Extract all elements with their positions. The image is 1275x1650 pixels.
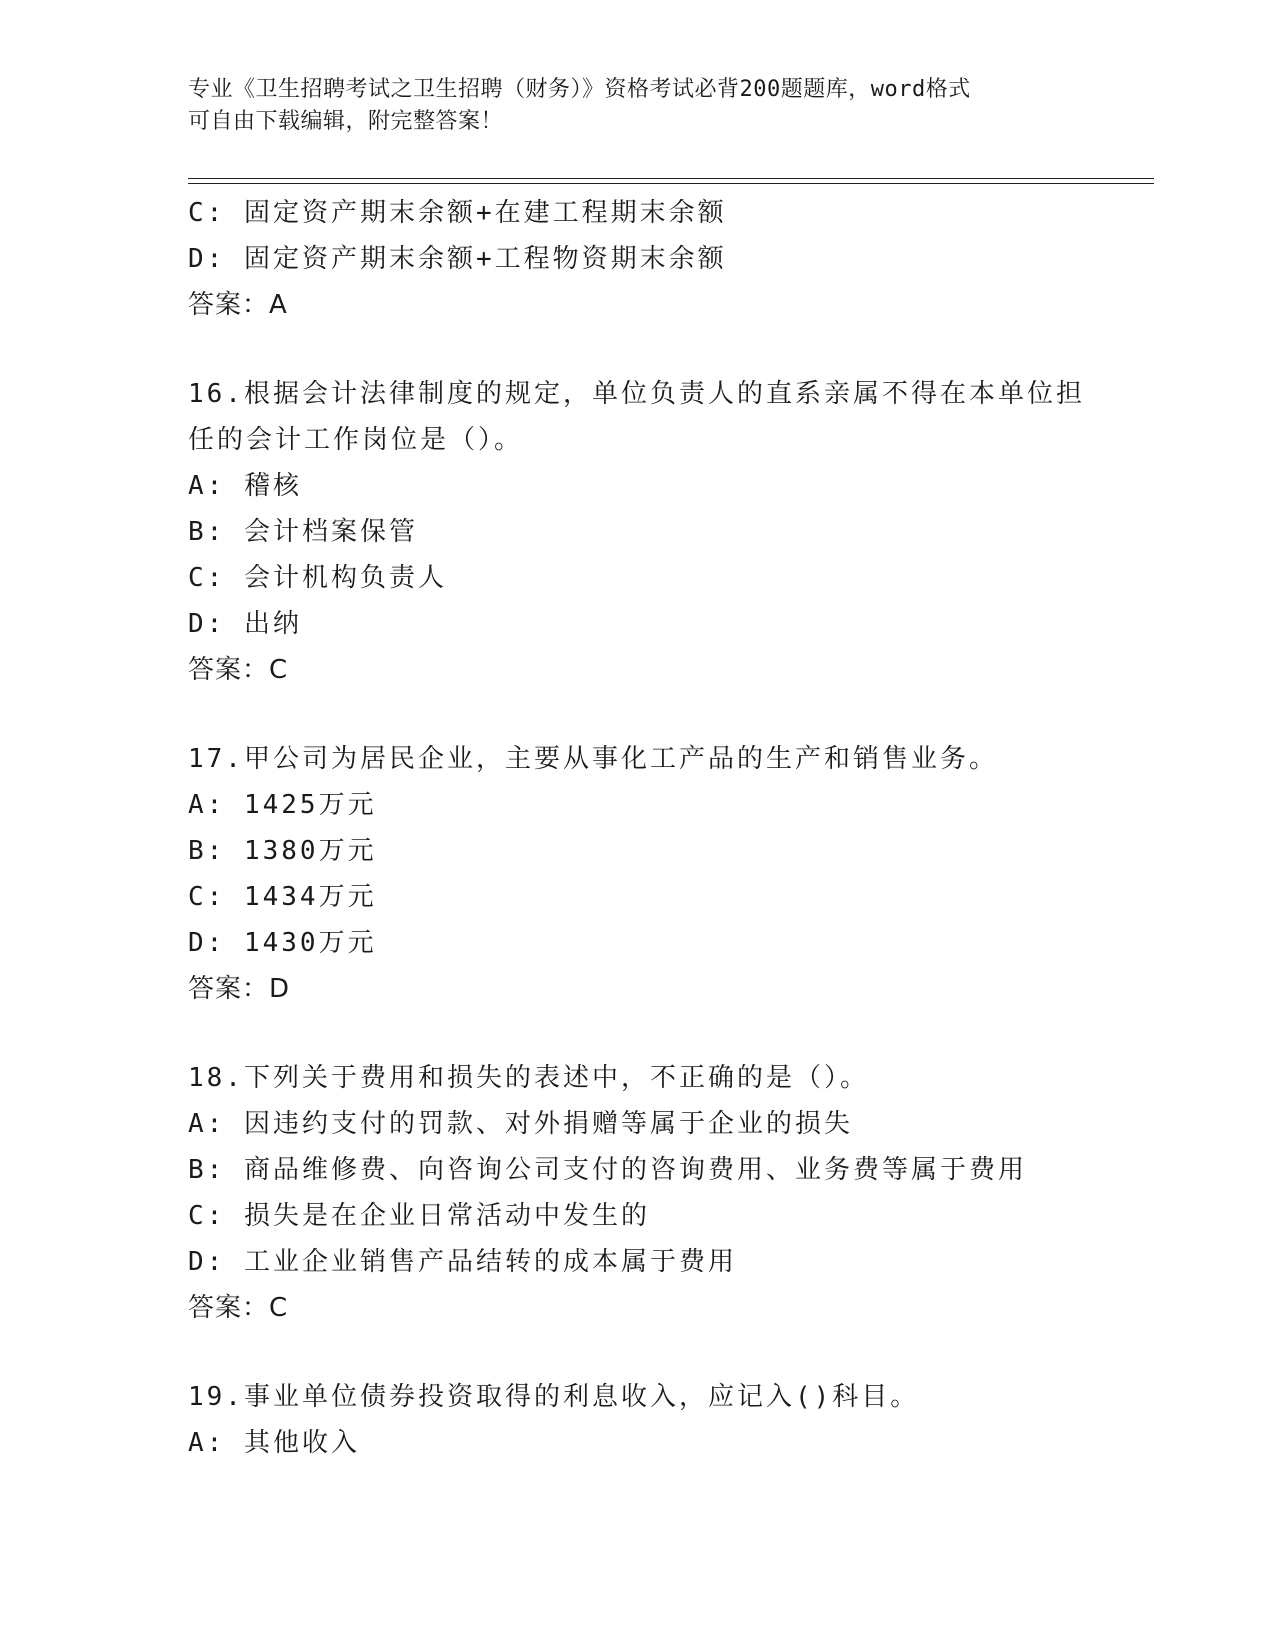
option-c: C: 会计机构负责人: [188, 563, 447, 593]
option-d: D: 出纳: [188, 609, 302, 639]
option-b: B: 1380万元: [188, 836, 377, 866]
option-c: C: 1434万元: [188, 882, 377, 912]
option-c: C: 损失是在企业日常活动中发生的: [188, 1201, 650, 1231]
option-a: A: 稽核: [188, 471, 302, 501]
answer: 答案：D: [188, 974, 291, 1004]
option-a: A: 因违约支付的罚款、对外捐赠等属于企业的损失: [188, 1109, 853, 1139]
question-stem: 16.根据会计法律制度的规定，单位负责人的直系亲属不得在本单位担: [188, 379, 1085, 409]
option-d: D: 固定资产期末余额+工程物资期末余额: [188, 244, 727, 274]
option-a: A: 1425万元: [188, 790, 377, 820]
answer: 答案：C: [188, 655, 289, 685]
question-19: [188, 1374, 1088, 1466]
option-b: B: 商品维修费、向咨询公司支付的咨询费用、业务费等属于费用: [188, 1155, 1027, 1185]
question-list: [188, 190, 1088, 1466]
question-stem: 17.甲公司为居民企业，主要从事化工产品的生产和销售业务。: [188, 744, 998, 774]
option-d: D: 1430万元: [188, 928, 377, 958]
question-16: [188, 371, 1088, 693]
option-d: D: 工业企业销售产品结转的成本属于费用: [188, 1247, 737, 1277]
header-line-1: 专业《卫生招聘考试之卫生招聘（财务）》资格考试必背200题题库，word格式: [188, 77, 971, 102]
header-divider-top: [188, 178, 1154, 179]
answer: 答案：A: [188, 290, 288, 320]
question-17: [188, 736, 1088, 1012]
header-divider-bottom: [188, 183, 1154, 184]
question-15-continuation: [188, 190, 1088, 328]
question-stem: 18.下列关于费用和损失的表述中，不正确的是（）。: [188, 1063, 869, 1093]
question-stem: 任的会计工作岗位是（）。: [188, 425, 524, 455]
header-line-2: 可自由下载编辑，附完整答案！: [188, 109, 504, 134]
option-a: A: 其他收入: [188, 1428, 360, 1458]
option-c: C: 固定资产期末余额+在建工程期末余额: [188, 198, 727, 228]
answer: 答案：C: [188, 1293, 289, 1323]
question-stem: 19.事业单位债券投资取得的利息收入，应记入()科目。: [188, 1382, 920, 1412]
option-b: B: 会计档案保管: [188, 517, 418, 547]
document-header: [188, 74, 1088, 138]
question-18: [188, 1055, 1088, 1331]
